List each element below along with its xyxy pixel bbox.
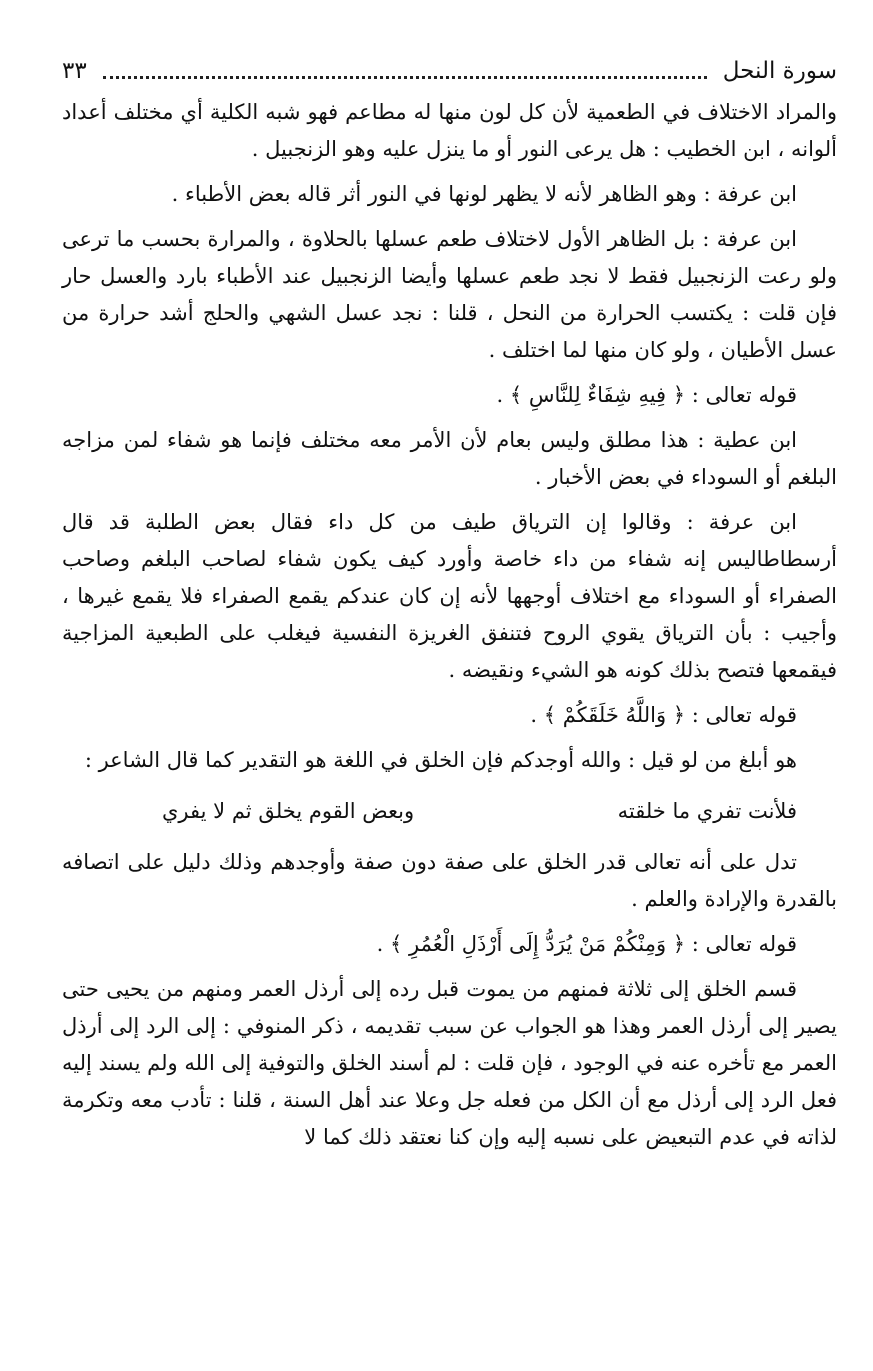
verse-line-1: [62, 377, 837, 414]
quran-quote: ﴿ وَاللَّهُ خَلَقَكُمْ ﴾: [543, 703, 686, 727]
verse-line-2: [62, 697, 837, 734]
paragraph-5: ابن عرفة : وقالوا إن الترياق طيف من كل داء فقال بعض الطلبة قد قال أرسطاطاليس إنه شفاء من داء خاصة وأورد كيف يكون شفاء لصاحب البلغم وصاحب الصفراء أو السوداء مع اختلاف أوجهها لأنه إن كان عندكم يقمع الصفراء فلا يقمع غيرها ، وأجيب : بأن الترياق يقوي الروح فتنفق الغريزة النفسية فيغلب على الطبعية المزاجية فيقمعها فتصح بذلك كونه هو الشيء ونقيضه .: [62, 510, 837, 682]
paragraph-3: ابن عرفة : بل الظاهر الأول لاختلاف طعم عسلها بالحلاوة ، والمرارة بحسب ما ترعى ولو رعت الزنجبيل فقط لا نجد طعم عسلها وأيضا الزنجبيل عند الأطباء بارد والعسل حار فإن قلت : يكتسب الحرارة من النحل ، قلنا : نجد عسل الشهي والحلج أشد حرارة من عسل الأطيان ، ولو كان منها لما اختلف .: [62, 227, 837, 362]
paragraph-2: ابن عرفة : وهو الظاهر لأنه لا يظهر لونها في النور أثر قاله بعض الأطباء .: [171, 182, 797, 206]
header-dotted-leader: [103, 76, 707, 79]
book-page: [62, 54, 837, 1164]
quran-quote: ﴿ فِيهِ شِفَاءٌ لِلنَّاسِ ﴾: [509, 383, 686, 407]
paragraph-1: والمراد الاختلاف في الطعمية لأن كل لون منها له مطاعم فهو شبه الكلية أي مختلف أعداد ألوانه ، ابن الخطيب : هل يرعى النور أو ما ينزل عليه وهو الزنجبيل .: [62, 100, 837, 161]
poem-first-hemistich: فلأنت تفري ما خلقته: [617, 799, 797, 823]
verse-end: .: [496, 383, 510, 407]
paragraph-8: قسم الخلق إلى ثلاثة فمنهم من يموت قبل رده إلى أرذل العمر ومنهم من يحيى حتى يصير إلى أرذل العمر وهذا هو الجواب عن سبب تقديمه ، ذكر المنوفي : إلى الرد إلى أرذل العمر مع تأخره عنه في الوجود ، فإن قلت : لم أسند الخلق والتوفية إلى الله ولم يسند إليه فعل الرد إلى أرذل مع أن الكل من فعله جل وعلا عند أهل السنة ، قلنا : تأدب معه وتكرمة لذاته في عدم التبعيض على نسبه إليه وإن كنا نعتقد ذلك كما لا: [62, 977, 837, 1149]
verse-intro: قوله تعالى :: [685, 932, 797, 956]
surah-title: سورة النحل: [722, 58, 837, 84]
verse-end: .: [376, 932, 390, 956]
running-header: [62, 54, 837, 88]
poem-second-hemistich: وبعض القوم يخلق ثم لا يفري: [162, 799, 415, 823]
verse-intro: قوله تعالى :: [685, 703, 797, 727]
page-number: ٣٣: [62, 58, 87, 84]
verse-intro: قوله تعالى :: [685, 383, 797, 407]
poem-verse: [162, 793, 797, 830]
verse-line-3: [62, 926, 837, 963]
paragraph-4: ابن عطية : هذا مطلق وليس بعام لأن الأمر معه مختلف فإنما هو شفاء لمن مزاجه البلغم أو السوداء في بعض الأخبار .: [62, 428, 837, 489]
paragraph-6: هو أبلغ من لو قيل : والله أوجدكم فإن الخلق في اللغة هو التقدير كما قال الشاعر :: [84, 748, 797, 772]
quran-quote: ﴿ وَمِنْكُمْ مَنْ يُرَدُّ إِلَى أَرْذَلِ الْعُمُرِ ﴾: [390, 932, 686, 956]
paragraph-7: تدل على أنه تعالى قدر الخلق على صفة دون صفة وأوجدهم وذلك دليل على اتصافه بالقدرة والإرادة والعلم .: [62, 850, 837, 911]
verse-end: .: [530, 703, 544, 727]
